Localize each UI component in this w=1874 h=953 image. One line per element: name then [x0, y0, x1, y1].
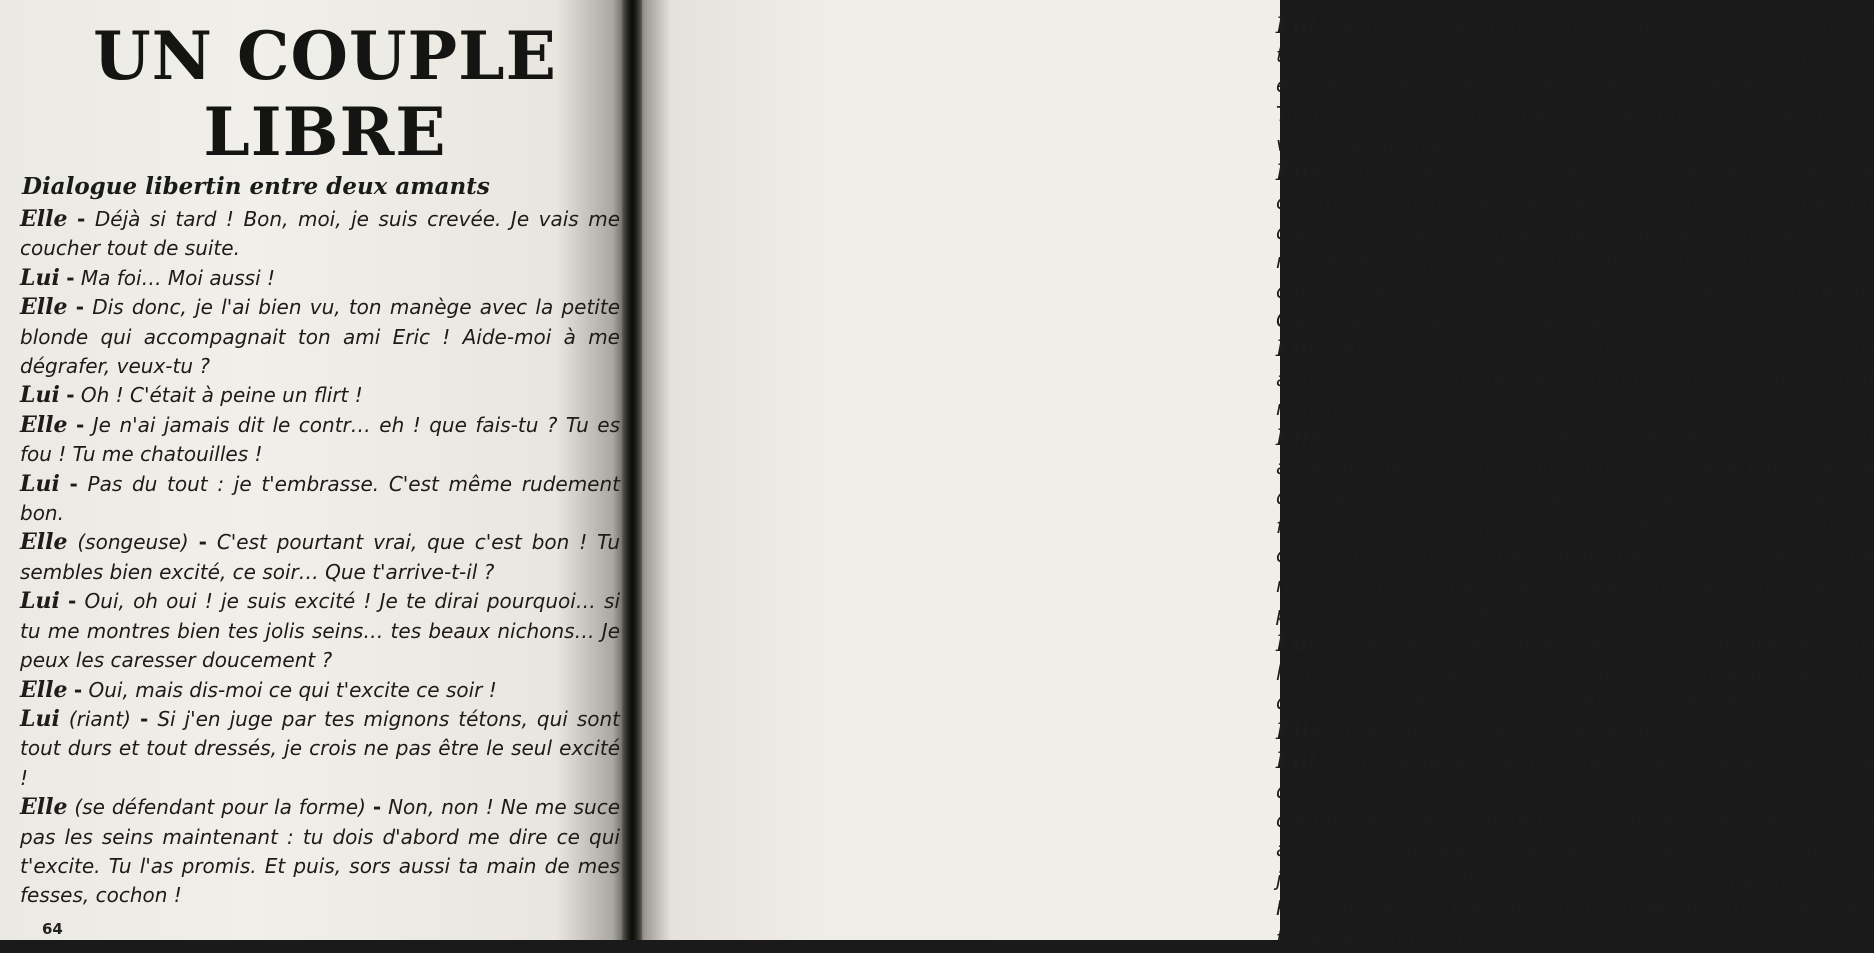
speaker-separator: -: [68, 589, 77, 614]
speaker-separator: -: [75, 295, 85, 320]
speaker-separator: -: [1323, 14, 1333, 38]
speaker-separator: -: [1439, 631, 1449, 656]
stage-direction: (se défendant pour la forme): [74, 795, 366, 820]
dialogue-line: [20, 264, 620, 293]
dialogue-text: Bon, voilà, je te dis tout… Mais je laisse la main sur tes fesses pour pouvoir les pétrir, d'accord ? Ce qui m'a excité, d'ailleurs, je suis persuadé que tu le sais très bien. Tu me connais, n'est-ce pas ? Tu sais quels sont mes petits vices, ce qui m'émoustille…: [1276, 14, 1874, 156]
dialogue-line: [1276, 747, 1874, 953]
article-title: [90, 18, 560, 170]
dialogue-text: Pas seulement embrassés. Je vous observais, mine de rien. J'ai vu qu'il te passait la main sur les cuisses… comme je le fais maintenant. Tu aimes, n'est-ce pas ? Et avec lui, tu aimais ? N'aie pas peur, réponds-moi. Tu vois, je ne suis pas fâché, ni jaloux. Tu ne veux pas me dire ? Pourtant, je vois bien que tu as envie, que tu es excitée : tu ne peux pas t'empêcher: [1276, 749, 1874, 950]
dialogue-line: [1276, 424, 1874, 630]
speaker-name: Lui: [20, 264, 60, 291]
dialogue-line: [1276, 12, 1874, 159]
speaker-name: Lui: [1276, 630, 1316, 657]
left-page: [0, 0, 632, 940]
speaker-separator: -: [1324, 337, 1334, 362]
speaker-separator: -: [1639, 455, 1648, 480]
speaker-name: Lui: [1276, 336, 1316, 363]
dialogue-line: [20, 705, 620, 793]
speaker-separator: -: [1329, 719, 1339, 744]
dialogue-text: Ah oui, ça m'a aussi excité, ça… Mais c'est surtout autre chose… Tu ne devines pas quoi ? Tu crois que je n'ai rien vu ?: [1276, 337, 1874, 421]
dialogue-line: [1276, 159, 1874, 335]
dialogue-line: [20, 381, 620, 410]
stage-direction: (riant): [68, 706, 131, 731]
speaker-separator: -: [77, 207, 86, 231]
dialogue-text: C'est pourtant vrai, que c'est bon ! Tu sembles bien excité, ce soir… Que t'arrive-t-il ?: [20, 530, 620, 584]
speaker-separator: -: [73, 677, 83, 702]
stage-direction: (songeuse): [77, 530, 189, 555]
dialogue-line: [20, 676, 620, 705]
dialogue-text: Oui, oh oui ! je suis excité ! Je te dirai pourquoi… si tu me montres bien tes jolis seins… tes beaux nichons… Je peux les caresser doucement ?: [20, 589, 621, 673]
dialogue-text: Tu es excité parce que j'ai montré mes cuisses, ma culotte et mon porte-jarretelles à tout le monde, en dansant un french-cancan ? Je faisais semblant de ne pas m'apercevoir que j'étais impudique, mais je montrais mes cuisses exprès… Pour toi… Je savais que ça t'exciterait. C'est bien ça, hein, qui t'a excité ?: [1276, 161, 1874, 333]
book-gutter: [622, 0, 642, 940]
speaker-separator: -: [1331, 161, 1340, 186]
speaker-separator: -: [140, 706, 149, 731]
speaker-name: Lui: [1276, 748, 1316, 775]
speaker-name: Lui: [20, 470, 60, 497]
dialogue-line: [20, 411, 620, 470]
speaker-name: Elle: [1276, 718, 1324, 745]
speaker-separator: -: [66, 383, 75, 408]
dialogue-text: Si j'en juge par tes mignons tétons, qui sont tout durs et tout dressés, je crois ne pas être le seul excité !: [20, 706, 621, 790]
dialogue-line: [20, 293, 620, 381]
speaker-name: Elle: [1276, 160, 1324, 187]
speaker-name: Lui: [20, 588, 60, 615]
dialogue-line: [1276, 718, 1874, 747]
dialogue-line: [1276, 335, 1874, 423]
speaker-name: Elle: [20, 676, 68, 703]
speaker-name: Lui: [20, 705, 60, 732]
speaker-separator: -: [66, 265, 75, 290]
speaker-name: Lui: [20, 382, 60, 409]
speaker-name: Elle: [20, 411, 68, 438]
dialogue-text: Oh ! C'était à peine un flirt !: [80, 383, 363, 408]
speaker-name: Elle: [20, 529, 68, 556]
page-number: 64: [42, 920, 63, 938]
speaker-separator: -: [1325, 749, 1334, 774]
speaker-separator: -: [75, 412, 85, 437]
left-dialogue-column: [20, 205, 620, 911]
speaker-name: Elle: [20, 794, 68, 821]
dialogue-line: [20, 205, 620, 264]
dialogue-text: Sans arrêt ? Ne sois pas menteuse : tout le monde vous a vus vous embrasser en vous pelotant, dans la cuisine dont la porte s'était mal fermée !: [1276, 631, 1874, 715]
right-page: [632, 0, 1874, 950]
dialogue-line: [1276, 630, 1874, 718]
right-dialogue-column: [1276, 12, 1874, 953]
speaker-separator: -: [198, 530, 207, 555]
speaker-name: Lui: [1276, 13, 1316, 39]
dialogue-text: Non, non ! Ne me suce pas les seins maintenant : tu dois d'abord me dire ce qui t'excite. Tu l'as promis. Et puis, sors aussi ta main de mes fesses, cochon !: [20, 795, 621, 908]
dialogue-text: Je n'ai jamais dit le contr… eh ! que fais-tu ? Tu es fou ! Tu me chatouilles !: [20, 412, 621, 467]
stage-direction: (rougissante et un peu gênée, répondant tout en achevant de se mettre toute nue): [1276, 425, 1874, 480]
article-subtitle: Dialogue libertin entre deux amants: [22, 173, 490, 200]
dialogue-line: [20, 587, 620, 675]
dialogue-text: Déjà si tard ! Bon, moi, je suis crevée. Je vais me coucher tout de suite.: [20, 207, 621, 261]
dialogue-text: Pas du tout : je t'embrasse. C'est même rudement bon.: [20, 471, 621, 526]
title-line-1: UN COUPLE: [93, 17, 557, 95]
dialogue-line: [20, 528, 620, 587]
dialogue-text: Oui, mais dis-moi ce qui t'excite ce soir !: [88, 677, 497, 702]
speaker-name: Elle: [20, 206, 68, 232]
title-line-2: LIBRE: [203, 93, 447, 171]
dialogue-text: Dis donc, je l'ai bien vu, ton manège avec la petite blonde qui accompagnait ton ami Eric ! Aide-moi à me dégrafer, veux-tu ?: [20, 295, 620, 379]
speaker-name: Elle: [20, 294, 68, 321]
stage-direction: (incrédule): [1323, 631, 1433, 656]
speaker-separator: -: [372, 795, 382, 820]
dialogue-line: [20, 793, 620, 911]
speaker-separator: -: [69, 471, 78, 496]
speaker-name: Elle: [1276, 424, 1324, 451]
dialogue-text: Tu veux parler de ce qui s'est passé avec Robert ? Tu sais… si nous avons flirtouillé un brin… juste un tout petit peu, pour rigoler… c'est surtout parce que j'avais pas mal bu… je ne me rendais pas très bien compte. De toute façon, nous avons parlé de toi sans arrêt.: [1276, 455, 1874, 627]
dialogue-text: D'accord, on s'est un peu embrassés…: [1344, 719, 1734, 744]
dialogue-text: Ma foi… Moi aussi !: [80, 265, 276, 290]
dialogue-line: [20, 470, 620, 529]
